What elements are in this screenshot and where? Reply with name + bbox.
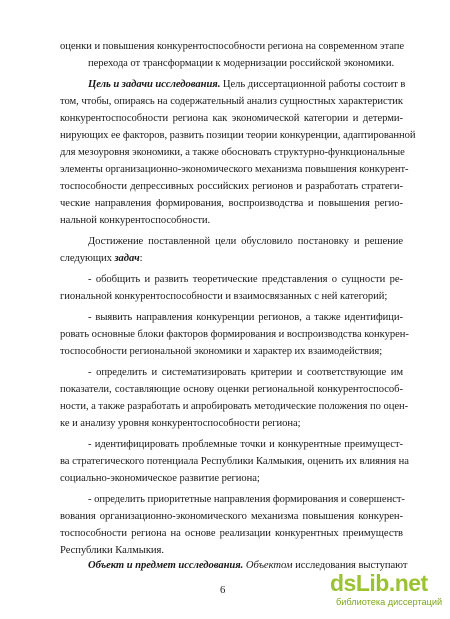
text-line: нальной конкурентоспособности.	[60, 215, 211, 226]
list-item: - выявить направления конкуренции регионов, а также идентифици-	[88, 312, 403, 323]
tasks-line	[60, 252, 143, 266]
text-line: нирующих ее факторов, развить позиции теории конкуренции, адаптированной	[60, 130, 416, 141]
tasks-suffix: :	[139, 253, 143, 264]
object-word: Объектом	[243, 560, 293, 571]
text-line: оценки и повышения конкурентоспособности региона на современном этапе	[60, 41, 405, 52]
text-line: социально-экономическое развитие региона;	[60, 473, 260, 484]
text-line: конкурентоспособности региона как экономической категории и детерми-	[60, 113, 403, 124]
tasks-word: задач	[114, 253, 140, 264]
text-line: гиональной конкурентоспособности и взаимосвязанных с ней категорий;	[60, 291, 388, 302]
list-item: - обобщить и развить теоретические представления о сущности ре-	[88, 274, 403, 285]
text-line: тоспособности региона на основе реализации конкурентных преимуществ	[60, 528, 403, 539]
text-line: ва стратегического потенциала Республики Калмыкия, оценить их влияния на	[60, 456, 409, 467]
goal-text: Цель диссертационной работы состоит в	[220, 79, 406, 90]
goal-paragraph-first-line	[60, 78, 406, 92]
text-line: элементы организационно-экономического механизма повышения конкурент-	[60, 164, 409, 175]
tasks-prefix: следующих	[60, 253, 115, 264]
dslib-watermark	[330, 571, 448, 615]
text-line: ке и анализу уровня конкурентоспособности региона;	[60, 418, 301, 429]
watermark-subtitle: библиотека диссертаций	[336, 597, 443, 607]
text-line: ровать основные блоки факторов формирования и воспроизводства конкурен-	[60, 329, 409, 340]
text-line: показатели, составляющие основу оценки региональной конкурентоспособ-	[60, 384, 403, 395]
text-line: вования организационно-экономического механизма повышения конкурен-	[60, 511, 403, 522]
text-line: ности, а также разработать и апробировать методические положения по оцен-	[60, 401, 409, 412]
text-line: тоспособности депрессивных российских регионов и разработать стратеги-	[60, 181, 403, 192]
text-line: перехода от трансформации к модернизации российской экономики.	[88, 58, 395, 69]
text-line: ческие направления формирования, воспроизводства и повышения регио-	[60, 198, 403, 209]
text-line: для мезоуровня экономики, а также обосновать структурно-функциональные	[60, 147, 405, 158]
text-line: том, чтобы, опираясь на содержательный анализ сущностных характеристик	[60, 96, 403, 107]
list-item: - определить и систематизировать критерии и соответствующие им	[88, 367, 403, 378]
object-text: исследования выступают	[292, 560, 408, 571]
object-heading: Объект и предмет исследования.	[88, 560, 244, 571]
watermark-logo: dsLib.net	[330, 570, 428, 596]
text-line: Достижение поставленной цели обусловило постановку и решение	[88, 236, 403, 247]
goal-heading: Цель и задачи исследования.	[88, 79, 221, 90]
page-number: 6	[220, 585, 226, 596]
list-item: - идентифицировать проблемные точки и конкурентные преимущест-	[88, 439, 403, 450]
text-line: Республики Калмыкия.	[60, 545, 164, 556]
text-line: тоспособности региональной экономики и характер их взаимодействия;	[60, 346, 383, 357]
list-item: - определить приоритетные направления формирования и совершенст-	[88, 494, 405, 505]
